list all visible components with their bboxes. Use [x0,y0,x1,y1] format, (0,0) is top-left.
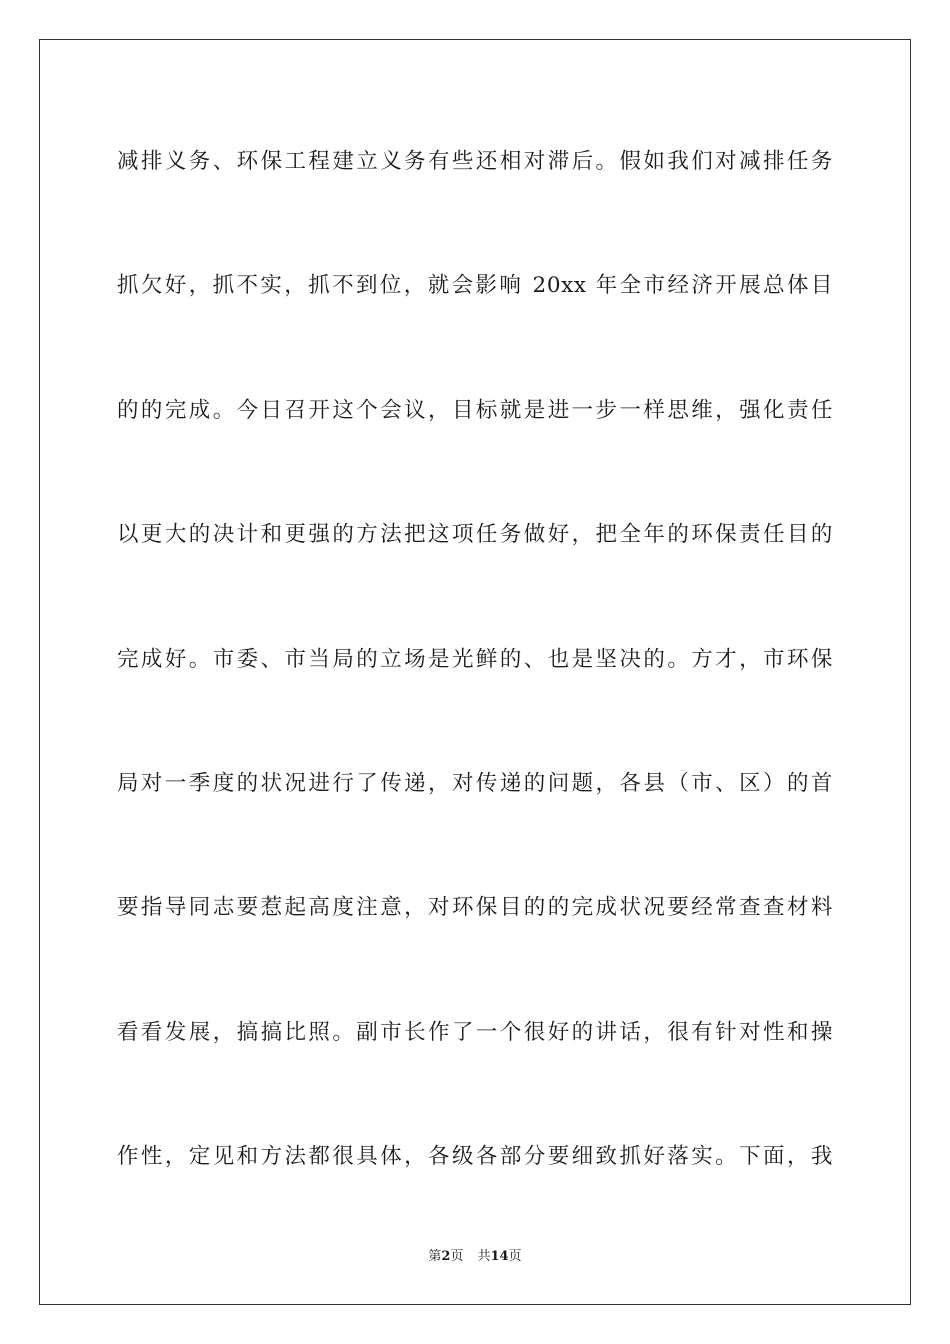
document-body [117,131,833,1251]
page-prefix: 第 [428,1249,442,1264]
text-line: 要指导同志要惹起高度注意，对环保目的的完成状况要经常查查材料 [117,895,833,921]
text-line: 的的完成。今日召开这个会议，目标就是进一步一样思维，强化责任 [117,397,833,423]
total-prefix: 共 [477,1249,491,1264]
text-line: 抓欠好，抓不实，抓不到位，就会影响 20xx 年全市经济开展总体目 [117,273,833,299]
current-page-number: 2 [441,1249,451,1264]
page-footer [0,1245,950,1264]
text-line: 完成好。市委、市当局的立场是光鲜的、也是坚决的。方才，市环保 [117,646,833,672]
page-suffix: 页 [450,1249,464,1264]
total-suffix: 页 [508,1249,522,1264]
text-line: 看看发展，搞搞比照。副市长作了一个很好的讲话，很有针对性和操 [117,1019,833,1045]
text-line: 以更大的决计和更强的方法把这项任务做好，把全年的环保责任目的 [117,522,833,548]
text-line: 作性，定见和方法都很具体，各级各部分要细致抓好落实。下面，我 [117,1144,833,1170]
text-line: 减排义务、环保工程建立义务有些还相对滞后。假如我们对减排任务 [117,149,833,174]
text-line: 局对一季度的状况进行了传递，对传递的问题，各县（市、区）的首 [117,770,833,796]
total-pages-number: 14 [490,1249,509,1264]
